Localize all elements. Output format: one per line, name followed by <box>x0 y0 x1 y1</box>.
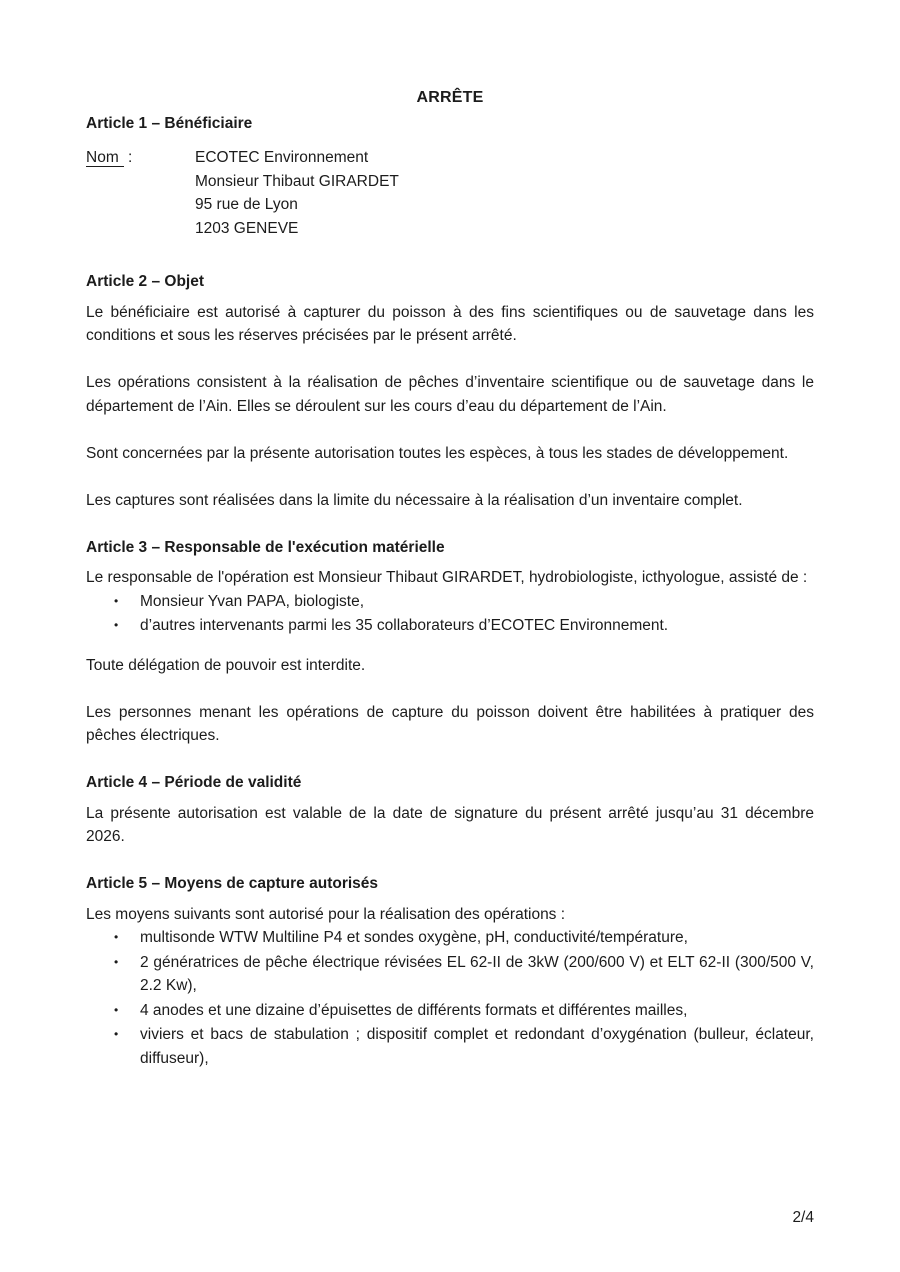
list-item-text: multisonde WTW Multiline P4 et sondes oxygène, pH, conductivité/température, <box>140 929 688 946</box>
article-1-heading: Article 1 – Bénéficiaire <box>86 114 253 132</box>
equipment-list <box>86 926 814 1070</box>
article-4-heading: Article 4 – Période de validité <box>86 774 302 791</box>
address-line: Monsieur Thibaut GIRARDET <box>195 172 399 190</box>
bullet-icon: • <box>114 1027 119 1041</box>
paragraph: Les opérations consistent à la réalisation de pêches d’inventaire scientifique ou de sauvetage dans le département de l’Ain. Elles se déroulent sur les cours d’eau du département de l’Ain. <box>86 374 814 415</box>
beneficiary-block <box>86 146 814 240</box>
paragraph: La présente autorisation est valable de la date de signature du présent arrêté jusqu’au 31 décembre 2026. <box>86 804 814 845</box>
list-item <box>86 614 814 638</box>
list-item-text: 2 génératrices de pêche électrique révisées EL 62-II de 3kW (200/600 V) et ELT 62-II (300/500 V, 2.2 Kw), <box>140 953 814 994</box>
article-3-heading: Article 3 – Responsable de l'exécution matérielle <box>86 538 445 556</box>
list-item <box>86 590 814 614</box>
bullet-icon: • <box>114 1002 119 1017</box>
paragraph: Toute délégation de pouvoir est interdite. <box>86 656 366 674</box>
bullet-icon: • <box>114 930 119 944</box>
document-title: ARRÊTE <box>416 89 484 106</box>
list-item-text: Monsieur Yvan PAPA, biologiste, <box>140 592 365 610</box>
paragraph: Les personnes menant les opérations de capture du poisson doivent être habilitées à pratiquer des pêches électriques. <box>86 703 814 744</box>
paragraph: Les captures sont réalisées dans la limite du nécessaire à la réalisation d’un inventaire complet. <box>86 491 743 509</box>
paragraph: Les moyens suivants sont autorisé pour la réalisation des opérations : <box>86 905 566 923</box>
list-item-text: viviers et bacs de stabulation ; dispositif complet et redondant d’oxygénation (bulleur, éclateur, diffuseur), <box>140 1026 814 1067</box>
beneficiary-address <box>195 146 399 240</box>
article-5-heading: Article 5 – Moyens de capture autorisés <box>86 875 379 892</box>
article-2-section <box>86 270 814 512</box>
address-line: ECOTEC Environnement <box>195 149 369 166</box>
article-1-section <box>86 112 814 241</box>
list-item <box>86 999 814 1023</box>
list-item-text: 4 anodes et une dizaine d’épuisettes de différents formats et différentes mailles, <box>140 1001 688 1019</box>
article-4-section <box>86 771 814 849</box>
paragraph: Le responsable de l'opération est Monsieur Thibaut GIRARDET, hydrobiologiste, icthyologue, assisté de : <box>86 569 808 586</box>
beneficiary-name-label <box>86 146 195 240</box>
page-number: 2/4 <box>792 1209 814 1226</box>
bullet-icon: • <box>114 954 119 969</box>
article-5-section <box>86 872 814 1070</box>
list-item <box>86 1023 814 1070</box>
address-line: 95 rue de Lyon <box>195 196 298 213</box>
name-label-colon: : <box>128 149 133 166</box>
address-line: 1203 GENEVE <box>195 219 299 237</box>
list-item-text: d’autres intervenants parmi les 35 collaborateurs d’ECOTEC Environnement. <box>140 617 669 634</box>
assistants-list <box>86 590 814 638</box>
paragraph: Le bénéficiaire est autorisé à capturer du poisson à des fins scientifiques ou de sauvetage dans les conditions et sous les réserves précisées par le présent arrêté. <box>86 303 814 344</box>
paragraph: Sont concernées par la présente autorisation toutes les espèces, à tous les stades de développement. <box>86 444 789 462</box>
list-item <box>86 951 814 998</box>
article-2-heading: Article 2 – Objet <box>86 273 205 290</box>
name-label-text: Nom <box>86 149 124 167</box>
bullet-icon: • <box>114 593 119 608</box>
bullet-icon: • <box>114 618 119 632</box>
article-3-section <box>86 536 814 748</box>
list-item <box>86 926 814 950</box>
